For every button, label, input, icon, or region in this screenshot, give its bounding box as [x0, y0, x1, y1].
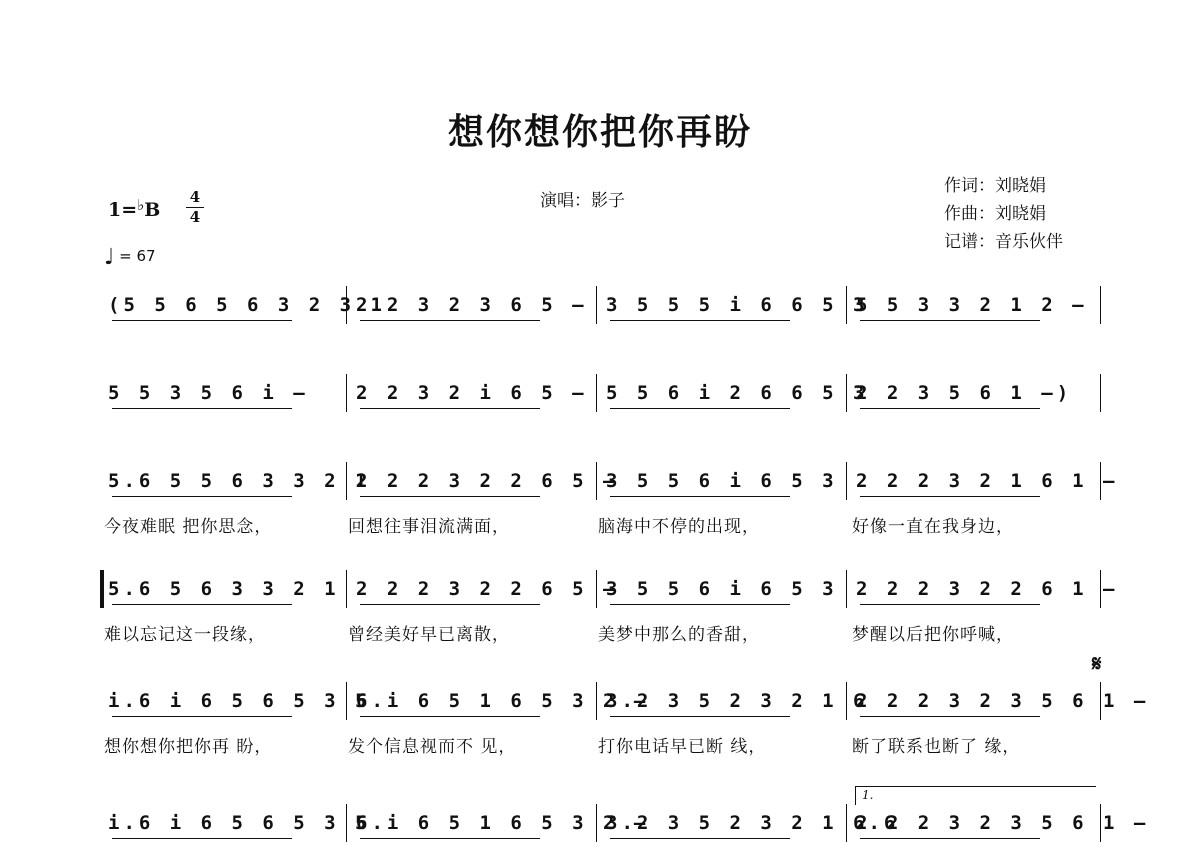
barline: [846, 804, 847, 842]
measure-notes: 6.i 6 5 1 6 5 3 2 –: [356, 690, 650, 712]
key-prefix: 1=: [108, 199, 138, 221]
lyric-segment: 今夜难眠 把你思念，: [104, 517, 273, 537]
barline: [846, 682, 847, 720]
barline: [1100, 462, 1101, 500]
lyric-segment: 打你电话早已断 线，: [598, 737, 767, 757]
measure: [100, 292, 386, 332]
time-signature: [186, 188, 204, 227]
lyric-segment: 难以忘记这一段缘，: [104, 625, 266, 645]
beam-line: [610, 408, 790, 409]
measure-notes: 2 2 2 3 2 3 5 6 1 –: [856, 812, 1150, 834]
measure: [348, 576, 619, 616]
lyric-segment: 脑海中不停的出现，: [598, 517, 760, 537]
beam-line: [610, 838, 790, 839]
barline: [1100, 682, 1101, 720]
barline: [346, 286, 347, 324]
score-row: [100, 810, 1150, 850]
measure-notes: 2 2 2 3 2 2 6 5 –: [356, 578, 619, 600]
beam-line: [360, 716, 540, 717]
measure-notes: 2 2 3 2 3 6 5 –: [356, 294, 588, 316]
barline: [846, 462, 847, 500]
measure-notes: 2 2 2 3 2 1 6 1 –: [856, 470, 1119, 492]
score-row: [100, 688, 1150, 728]
beam-line: [112, 716, 292, 717]
measure-notes: 3 5 5 6 i 6 5 3: [606, 578, 838, 600]
score-row: [100, 468, 1119, 508]
singer-credit: 演唱：影子: [540, 191, 625, 211]
beam-line: [112, 408, 292, 409]
measure: [100, 688, 371, 728]
barline: [346, 804, 347, 842]
tempo-marking: [104, 245, 156, 270]
beam-line: [360, 604, 540, 605]
volta-label: 1.: [862, 788, 874, 802]
measure: [848, 810, 1150, 850]
beam-line: [112, 838, 292, 839]
barline: [1100, 804, 1101, 842]
repeat-barline: [100, 570, 104, 608]
barline: [1100, 570, 1101, 608]
score-row: [100, 292, 1110, 332]
measure-notes: 2 2 3 5 6 1 –): [856, 382, 1073, 404]
measure-notes: 2 2 2 3 2 2 6 5 –: [356, 470, 619, 492]
first-ending-bracket: [855, 786, 1096, 805]
song-title: 想你想你把你再盼: [447, 111, 752, 153]
measure: [848, 688, 1150, 728]
measure: [100, 468, 371, 508]
barline: [346, 682, 347, 720]
measure: [598, 576, 848, 616]
barline: [346, 462, 347, 500]
barline: [596, 462, 597, 500]
segno-sign: 𝄋: [1092, 652, 1102, 677]
beam-line: [610, 496, 790, 497]
score-row: [100, 576, 1119, 616]
lyricist-credit: 作词：刘晓娟: [944, 176, 1046, 196]
barline: [1100, 374, 1101, 412]
measure-notes: 2 2 3 2 i 6 5 –: [356, 382, 588, 404]
barline: [596, 682, 597, 720]
lyric-segment: 发个信息视而不 见，: [348, 737, 517, 757]
barline: [846, 286, 847, 324]
lyric-segment: 回想往事泪流满面，: [348, 517, 510, 537]
measure: [598, 688, 869, 728]
measure: [348, 380, 598, 420]
barline: [846, 570, 847, 608]
barline: [346, 374, 347, 412]
beam-line: [360, 838, 540, 839]
beam-line: [860, 716, 1040, 717]
measure-notes: 5.6 5 6 3 3 2 1: [108, 578, 340, 600]
measure: [848, 292, 1098, 332]
beam-line: [360, 408, 540, 409]
measure-notes: 5 5 3 3 2 1 2 –: [856, 294, 1088, 316]
measure-notes: 2 2 2 3 2 2 6 1 –: [856, 578, 1119, 600]
composer-credit: 作曲：刘晓娟: [944, 204, 1046, 224]
measure: [598, 292, 869, 332]
quarter-note-icon: ♩: [104, 245, 115, 270]
beam-line: [860, 838, 1040, 839]
lyric-segment: 曾经美好早已离散，: [348, 625, 510, 645]
measure-notes: 5.6 5 5 6 3 3 2 1: [108, 470, 371, 492]
lyric-segment: 好像一直在我身边，: [852, 517, 1014, 537]
measure-notes: 6.i 6 5 1 6 5 3 2 –: [356, 812, 650, 834]
measure-notes: 3 5 5 6 i 6 5 3: [606, 470, 838, 492]
barline: [596, 286, 597, 324]
measure-notes: i.6 i 6 5 6 5 3 5: [108, 690, 371, 712]
time-signature-bottom: 4: [186, 207, 204, 227]
measure: [348, 688, 650, 728]
measure: [598, 468, 848, 508]
lyric-segment: 美梦中那么的香甜，: [598, 625, 760, 645]
barline: [596, 374, 597, 412]
measure-notes: 3.2 3 5 2 3 2 1 6: [606, 690, 869, 712]
barline: [596, 804, 597, 842]
lyric-segment: 断了联系也断了 缘，: [852, 737, 1021, 757]
beam-line: [112, 496, 292, 497]
measure: [848, 468, 1119, 508]
beam-line: [610, 320, 790, 321]
beam-line: [112, 604, 292, 605]
measure-notes: 5 5 6 i 2 6 6 5 3: [606, 382, 869, 404]
measure: [348, 292, 598, 332]
beam-line: [112, 320, 292, 321]
barline: [846, 374, 847, 412]
beam-line: [860, 320, 1040, 321]
tempo-value: = 67: [119, 247, 156, 265]
measure: [348, 468, 619, 508]
transcriber-credit: 记谱：音乐伙伴: [944, 232, 1063, 252]
measure-notes: i.6 i 6 5 6 5 3 5: [108, 812, 371, 834]
measure: [598, 380, 869, 420]
measure: [348, 810, 650, 850]
barline: [1100, 286, 1101, 324]
measure-notes: 2 2 2 3 2 3 5 6 1 –: [856, 690, 1150, 712]
lyric-segment: 梦醒以后把你呼喊，: [852, 625, 1014, 645]
measure: [100, 576, 350, 616]
beam-line: [860, 496, 1040, 497]
key-note: B: [144, 199, 161, 221]
measure-notes: 3 5 5 5 i 6 6 5 3: [606, 294, 869, 316]
beam-line: [360, 496, 540, 497]
measure: [848, 380, 1098, 420]
measure-notes: 3.2 3 5 2 3 2 1 6.6: [606, 812, 900, 834]
barline: [596, 570, 597, 608]
measure: [100, 810, 371, 850]
barline: [346, 570, 347, 608]
lyric-segment: 想你想你把你再 盼，: [104, 737, 273, 757]
measure: [598, 810, 900, 850]
beam-line: [860, 604, 1040, 605]
measure: [848, 576, 1119, 616]
measure-notes: 5 5 3 5 6 i –: [108, 382, 309, 404]
score-row: [100, 380, 1110, 420]
time-signature-top: 4: [189, 188, 201, 206]
measure: [100, 380, 350, 420]
key-signature: [108, 196, 160, 221]
measure-notes: (5 5 6 5 6 3 2 3 1: [108, 294, 386, 316]
beam-line: [610, 716, 790, 717]
beam-line: [860, 408, 1040, 409]
beam-line: [610, 604, 790, 605]
credits-block: [944, 172, 1063, 256]
beam-line: [360, 320, 540, 321]
flat-symbol: ♭: [137, 196, 145, 214]
